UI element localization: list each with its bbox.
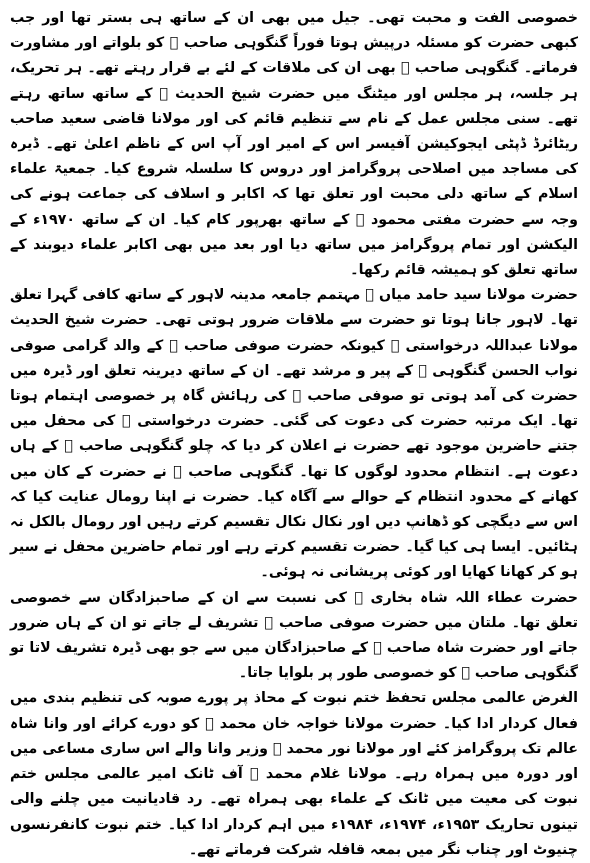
paragraph-2: حضرت مولانا سید حامد میاں ﷫ مہتمم جامعہ مدینہ لاہور کے ساتھ کافی گہرا تعلق تھا۔ لاہور جانا ہوتا تو حضرت سے ملاقات ضرور ہوتی تھی۔ حضرت شیخ الحدیث مولانا عبداللہ درخواستی ﷫ کیونکہ حضرت صوفی صاحب ﷫ کے والد گرامی صوفی نواب الحسن گنگوہی ﷫ کے پیر و مرشد تھے۔ ان کے ساتھ دیرینہ تعلق اور ڈیرہ میں حضرت کی آمد ہوتی تو صوفی صاحب ﷫ کی رہائش گاہ پر خصوصی اہتمام ہوتا تھا۔ ایک مرتبہ حضرت کی دعوت کی گئی۔ حضرت درخواستی ﷫ کی محفل میں جتنے حاضرین موجود تھے حضرت نے اعلان کر دیا کہ چلو گنگوہی صاحب ﷫ کے ہاں دعوت ہے۔ انتظام محدود لوگوں کا تھا۔ گنگوہی صاحب ﷫ نے حضرت کے کان میں کھانے کے محدود انتظام کے حوالے سے آگاہ کیا۔ حضرت نے اپنا رومال عنایت کیا کہ اس سے دیگچی کو ڈھانپ دیں اور نکال نکال تقسیم کرتے رہیں اور رومال بالکل نہ ہٹائیں۔ ایسا ہی کیا گیا۔ حضرت تقسیم کرتے رہے اور تمام حاضرین محفل نے سیر ہو کر کھانا کھایا اور کوئی پریشانی نہ ہوئی۔ (10, 287, 578, 581)
paragraph-3: حضرت عطاء اللہ شاہ بخاری ﷫ کی نسبت سے ان کے صاحبزادگان سے خصوصی تعلق تھا۔ ملتان میں حضرت صوفی صاحب ﷫ تشریف لے جاتے تو ان کے ہاں ضرور جاتے اور حضرت شاہ صاحب ﷫ کے صاحبزادگان میں سے جو بھی ڈیرہ تشریف لاتا تو گنگوہی صاحب ﷫ کو خصوصی طور پر بلوایا جاتا۔ (10, 589, 578, 682)
paragraph-1: خصوصی الفت و محبت تھی۔ جیل میں بھی ان کے ساتھ ہی بستر تھا اور جب کبھی حضرت کو مسئلہ درپیش ہوتا فوراً گنگوہی صاحب ﷫ کو بلواتے اور مشاورت فرماتے۔ گنگوہی صاحب ﷫ بھی ان کی ملاقات کے لئے بے قرار رہتے تھے۔ ہر تحریک، ہر جلسہ، ہر مجلس اور میٹنگ میں حضرت شیخ الحدیث ﷫ کے ساتھ ساتھ رہتے تھے۔ سنی مجلس عمل کے نام سے تنظیم قائم کی اور مولانا قاضی سعید صاحب ریٹائرڈ ڈپٹی ایجوکیشن آفیسر اس کے امیر اور آپ اس کے ناظم اعلیٰ تھے۔ ڈیرہ کی مساجد میں اصلاحی پروگرامز اور دروس کا سلسلہ شروع کیا۔ جمعیۃ علماء اسلام کے ساتھ دلی محبت اور تعلق تھا کہ اکابر و اسلاف کی جماعت ہونے کی وجہ سے حضرت مفتی محمود ﷫ کے ساتھ بھرپور کام کیا۔ ان کے ساتھ ۱۹۷۰ء کے الیکشن اور تمام پروگرامز میں ساتھ دیا اور بعد میں بھی اکابر علماء دیوبند کے ساتھ تعلق کو ہمیشہ قائم رکھا۔ (10, 10, 578, 279)
paragraph-4: الغرض عالمی مجلس تحفظ ختم نبوت کے محاذ پر پورے صوبہ کی تنظیم بندی میں فعال کردار ادا کیا۔ حضرت مولانا خواجہ خان محمد ﷫ کو دورے کرائے اور وانا شاہ عالم تک پروگرامز کئے اور مولانا نور محمد ﷫ وزیر وانا والے اس ساری مساعی میں اور دورہ میں ہمراہ رہے۔ مولانا غلام محمد ﷫ آف ٹانک امیر عالمی مجلس ختم نبوت کی معیت میں ٹانک کے علماء بھی ہمراہ تھے۔ رد قادیانیت میں چلنے والی تینوں تحاریک ۱۹۵۳ء، ۱۹۷۴ء، ۱۹۸۴ء میں اہم کردار ادا کیا۔ ختم نبوت کانفرنسوں چنیوٹ اور چناب نگر میں بمعہ قافلہ شرکت فرماتے تھے۔ (10, 690, 578, 858)
